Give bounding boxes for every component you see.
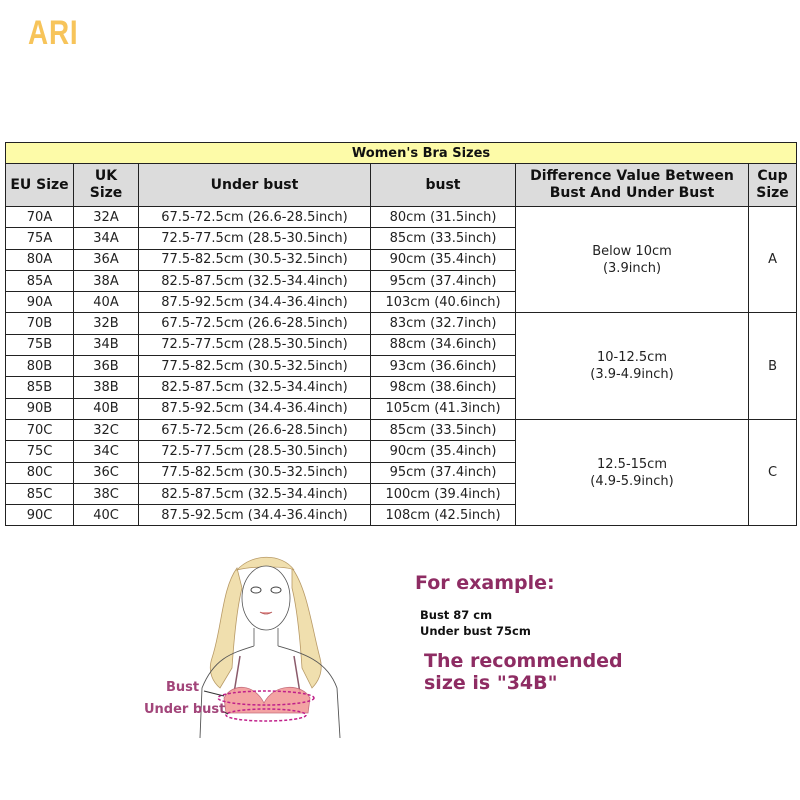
table-row [6,313,797,334]
cell-bust: 83cm (32.7inch) [371,313,516,334]
under-bust-label: Under bust [144,702,226,717]
cell-under: 72.5-77.5cm (28.5-30.5inch) [139,334,371,355]
cell-uk: 40C [74,505,139,526]
cell-eu: 85A [6,270,74,291]
cell-eu: 90C [6,505,74,526]
header-diff-line1: Difference Value Between [530,168,734,184]
cell-uk: 32B [74,313,139,334]
cell-under: 87.5-92.5cm (34.4-36.4inch) [139,398,371,419]
cell-difference [516,313,749,419]
bra-size-table [5,142,797,526]
table-row [6,207,797,228]
cell-uk: 36C [74,462,139,483]
cell-bust: 95cm (37.4inch) [371,462,516,483]
cell-uk: 38B [74,377,139,398]
cell-difference [516,419,749,525]
brand-logo: ARI [28,14,79,52]
recommendation-line1: The recommended [424,650,623,672]
example-title: For example: [415,572,555,594]
cell-uk: 38C [74,483,139,504]
header-difference [516,164,749,207]
difference-line2: (4.9-5.9inch) [590,473,674,489]
cell-bust: 95cm (37.4inch) [371,270,516,291]
cell-bust: 85cm (33.5inch) [371,228,516,249]
table-title [6,143,797,164]
difference-line2: (3.9inch) [602,260,662,276]
table-title-row [6,143,797,164]
cell-bust: 108cm (42.5inch) [371,505,516,526]
cell-bust: 90cm (35.4inch) [371,249,516,270]
cell-bust: 85cm (33.5inch) [371,419,516,440]
header-cup-size [749,164,797,207]
cell-eu: 80C [6,462,74,483]
cell-uk: 40A [74,292,139,313]
cell-eu: 80A [6,249,74,270]
difference-line1: Below 10cm [592,243,672,259]
cell-uk: 34A [74,228,139,249]
column-header-row [6,164,797,207]
cell-under: 67.5-72.5cm (26.6-28.5inch) [139,419,371,440]
cell-bust: 90cm (35.4inch) [371,441,516,462]
difference-line2: (3.9-4.9inch) [590,367,674,383]
cell-under: 82.5-87.5cm (32.5-34.4inch) [139,270,371,291]
header-cup-line1: Cup [757,168,788,184]
header-uk-size [74,164,139,207]
header-diff-line2: Bust And Under Bust [549,185,715,201]
cell-eu: 90A [6,292,74,313]
cell-uk: 36A [74,249,139,270]
cell-bust: 105cm (41.3inch) [371,398,516,419]
bust-label: Bust [166,680,200,695]
example-bust: Bust 87 cm [420,608,493,622]
cell-eu: 85C [6,483,74,504]
cell-under: 77.5-82.5cm (30.5-32.5inch) [139,356,371,377]
cell-bust: 80cm (31.5inch) [371,207,516,228]
cell-cup-size: A [749,207,797,313]
cell-under: 77.5-82.5cm (30.5-32.5inch) [139,249,371,270]
cell-under: 67.5-72.5cm (26.6-28.5inch) [139,313,371,334]
cell-uk: 36B [74,356,139,377]
example-under-bust: Under bust 75cm [420,624,531,638]
cell-eu: 90B [6,398,74,419]
cell-under: 87.5-92.5cm (34.4-36.4inch) [139,505,371,526]
cell-under: 82.5-87.5cm (32.5-34.4inch) [139,377,371,398]
cell-eu: 70B [6,313,74,334]
header-eu-size: EU Size [6,164,74,207]
cell-under: 67.5-72.5cm (26.6-28.5inch) [139,207,371,228]
cell-bust: 100cm (39.4inch) [371,483,516,504]
cell-bust: 93cm (36.6inch) [371,356,516,377]
cell-eu: 70A [6,207,74,228]
cell-eu: 75B [6,334,74,355]
header-bust: bust [371,164,516,207]
cell-cup-size: B [749,313,797,419]
cell-eu: 80B [6,356,74,377]
header-cup-line2: Size [756,185,789,201]
cell-eu: 75A [6,228,74,249]
cell-under: 72.5-77.5cm (28.5-30.5inch) [139,228,371,249]
difference-line1: 10-12.5cm [597,350,667,366]
cell-under: 82.5-87.5cm (32.5-34.4inch) [139,483,371,504]
cell-eu: 85B [6,377,74,398]
table-row [6,419,797,440]
cell-uk: 32A [74,207,139,228]
cell-uk: 32C [74,419,139,440]
cell-eu: 70C [6,419,74,440]
cell-difference [516,207,749,313]
cell-uk: 38A [74,270,139,291]
recommendation-line2: size is "34B" [424,672,558,694]
cell-under: 87.5-92.5cm (34.4-36.4inch) [139,292,371,313]
cell-bust: 88cm (34.6inch) [371,334,516,355]
table-title-text: Women's Bra Sizes [351,145,491,161]
cell-cup-size: C [749,419,797,525]
cell-uk: 40B [74,398,139,419]
measurement-illustration [142,548,372,738]
header-uk-line2: Size [89,185,123,201]
difference-line1: 12.5-15cm [597,456,667,472]
cell-eu: 75C [6,441,74,462]
cell-uk: 34C [74,441,139,462]
header-under-bust: Under bust [139,164,371,207]
header-uk-line1: UK [94,168,118,184]
cell-bust: 98cm (38.6inch) [371,377,516,398]
cell-uk: 34B [74,334,139,355]
cell-bust: 103cm (40.6inch) [371,292,516,313]
cell-under: 72.5-77.5cm (28.5-30.5inch) [139,441,371,462]
cell-under: 77.5-82.5cm (30.5-32.5inch) [139,462,371,483]
